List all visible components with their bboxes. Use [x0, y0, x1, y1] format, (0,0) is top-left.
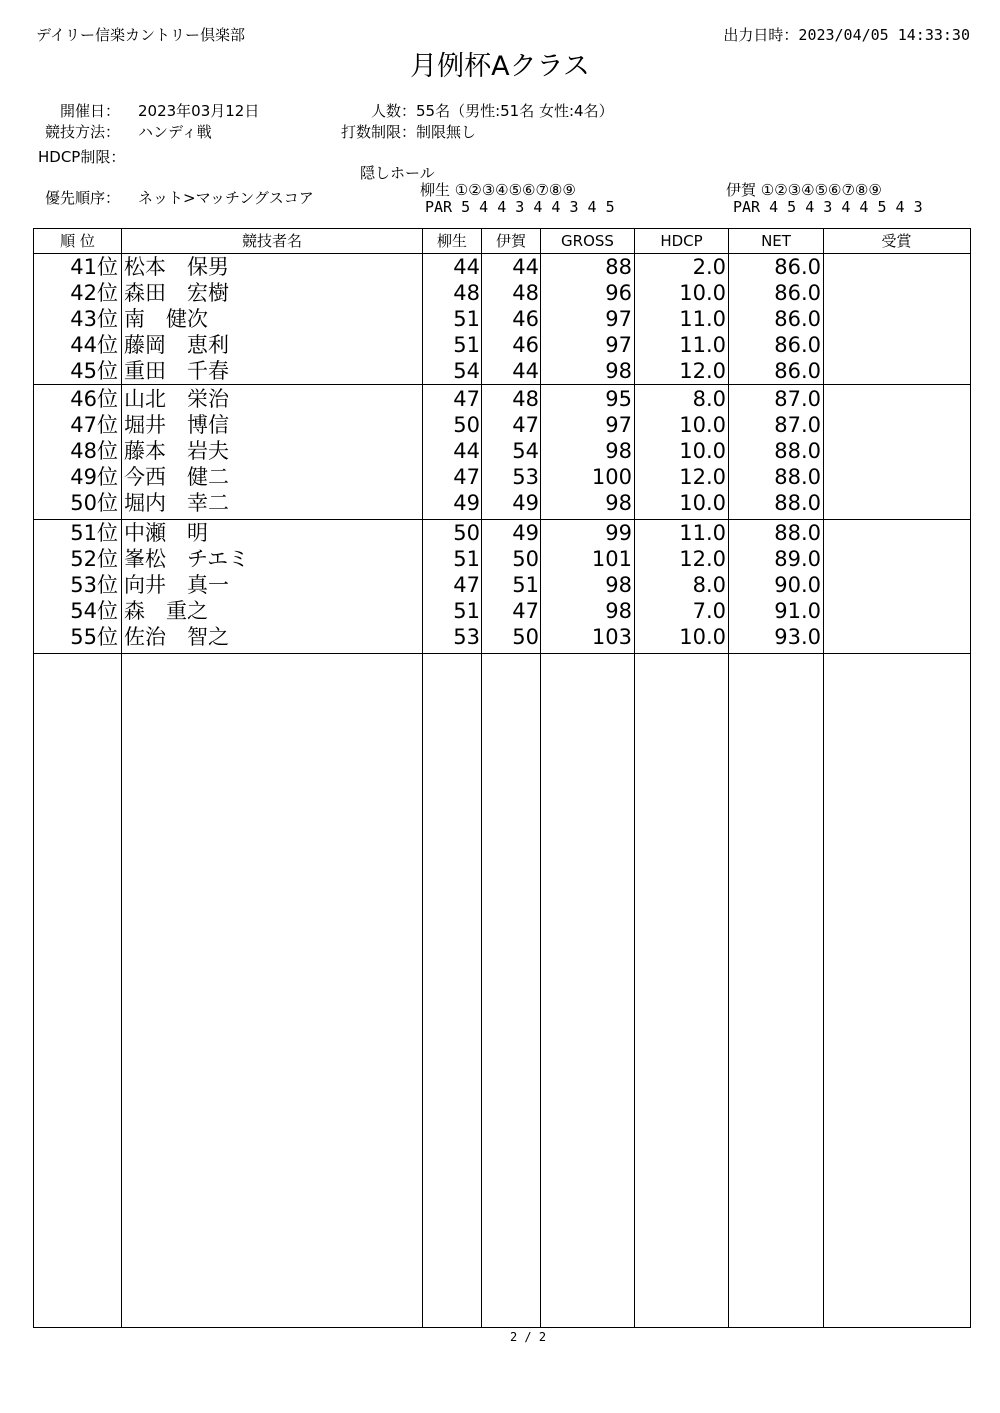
cell-yagyu: 49 [453, 491, 480, 515]
results-table [33, 228, 971, 1328]
cell-net: 86.0 [774, 359, 821, 383]
cell-net: 88.0 [774, 521, 821, 545]
header-yagyu: 柳生 [436, 232, 467, 250]
table-row [34, 438, 969, 464]
cell-gross: 98 [605, 491, 632, 515]
course1-holes-row [420, 179, 576, 200]
cell-iga: 48 [512, 281, 539, 305]
cell-yagyu: 47 [453, 573, 480, 597]
date-label: 開催日： [59, 102, 120, 120]
cell-iga: 50 [512, 547, 539, 571]
cell-rank: 52位 [70, 547, 118, 571]
cell-yagyu: 50 [453, 413, 480, 437]
cell-hdcp: 10.0 [679, 491, 726, 515]
cell-hdcp: 2.0 [692, 255, 726, 279]
table-row [34, 412, 969, 438]
cell-iga: 46 [512, 333, 539, 357]
club-name: デイリー信楽カントリー倶楽部 [36, 26, 245, 44]
course1-par-label: PAR [425, 198, 453, 216]
cell-iga: 49 [512, 521, 539, 545]
cell-net: 91.0 [774, 599, 821, 623]
table-row [34, 464, 969, 490]
cell-name: 藤本 岩夫 [124, 439, 229, 463]
course2-par-label: PAR [733, 198, 761, 216]
cell-net: 86.0 [774, 307, 821, 331]
page-title: 月例杯Aクラス [410, 51, 590, 82]
cell-name: 重田 千春 [124, 359, 229, 383]
cell-iga: 49 [512, 491, 539, 515]
course1-holes: ①②③④⑤⑥⑦⑧⑨ [454, 181, 576, 199]
table-row [34, 598, 969, 624]
cell-hdcp: 12.0 [679, 359, 726, 383]
cell-rank: 44位 [70, 333, 118, 357]
cell-rank: 47位 [70, 413, 118, 437]
cell-iga: 50 [512, 625, 539, 649]
cell-name: 峯松 チエミ [124, 547, 250, 571]
cell-gross: 97 [605, 333, 632, 357]
cell-rank: 50位 [70, 491, 118, 515]
cell-net: 87.0 [774, 413, 821, 437]
cell-yagyu: 44 [453, 439, 480, 463]
course2-holes-row [726, 179, 882, 200]
cell-iga: 44 [512, 255, 539, 279]
cell-gross: 88 [605, 255, 632, 279]
cell-gross: 101 [591, 547, 632, 571]
cell-yagyu: 53 [453, 625, 480, 649]
cell-name: 藤岡 恵利 [124, 333, 229, 357]
cell-net: 86.0 [774, 281, 821, 305]
cell-rank: 46位 [70, 387, 118, 411]
cell-hdcp: 10.0 [679, 413, 726, 437]
cell-iga: 48 [512, 387, 539, 411]
table-row [34, 386, 969, 412]
cell-net: 88.0 [774, 465, 821, 489]
cell-iga: 51 [512, 573, 539, 597]
cell-rank: 41位 [70, 255, 118, 279]
cell-gross: 99 [605, 521, 632, 545]
page-number: 2 / 2 [509, 1330, 547, 1344]
cell-gross: 100 [591, 465, 632, 489]
table-row [34, 624, 969, 650]
cell-gross: 103 [591, 625, 632, 649]
cell-yagyu: 51 [453, 333, 480, 357]
cell-rank: 43位 [70, 307, 118, 331]
table-row [34, 280, 969, 306]
method-value: ハンディ戦 [138, 123, 212, 141]
priority-value: ネット>マッチングスコア [138, 189, 314, 207]
course1-par-row [425, 198, 615, 216]
cell-yagyu: 48 [453, 281, 480, 305]
cell-hdcp: 12.0 [679, 547, 726, 571]
cell-yagyu: 51 [453, 547, 480, 571]
stroke-limit-label: 打数制限： [340, 123, 416, 141]
cell-gross: 96 [605, 281, 632, 305]
cell-gross: 95 [605, 387, 632, 411]
cell-iga: 54 [512, 439, 539, 463]
cell-gross: 97 [605, 307, 632, 331]
table-row [34, 358, 969, 384]
cell-net: 90.0 [774, 573, 821, 597]
cell-iga: 47 [512, 413, 539, 437]
table-row [34, 572, 969, 598]
cell-gross: 98 [605, 573, 632, 597]
course1-pars: 5 4 4 3 4 4 3 4 5 [461, 198, 615, 216]
course2-holes: ①②③④⑤⑥⑦⑧⑨ [760, 181, 882, 199]
cell-gross: 97 [605, 413, 632, 437]
cell-yagyu: 51 [453, 307, 480, 331]
cell-rank: 45位 [70, 359, 118, 383]
priority-label: 優先順序： [44, 189, 120, 207]
group-divider [34, 653, 970, 654]
course2-pars: 4 5 4 3 4 4 5 4 3 [769, 198, 923, 216]
header-award: 受賞 [881, 232, 912, 250]
people-value: 55名（男性:51名 女性:4名） [416, 102, 614, 120]
cell-hdcp: 12.0 [679, 465, 726, 489]
cell-name: 向井 真一 [124, 573, 229, 597]
cell-net: 93.0 [774, 625, 821, 649]
cell-rank: 55位 [70, 625, 118, 649]
table-row [34, 306, 969, 332]
cell-net: 86.0 [774, 333, 821, 357]
cell-name: 中瀬 明 [124, 521, 208, 545]
cell-hdcp: 11.0 [679, 333, 726, 357]
cell-name: 今西 健二 [124, 465, 229, 489]
cell-yagyu: 54 [453, 359, 480, 383]
cell-name: 佐治 智之 [124, 625, 229, 649]
table-row [34, 254, 969, 280]
cell-gross: 98 [605, 439, 632, 463]
cell-hdcp: 7.0 [692, 599, 726, 623]
cell-name: 山北 栄治 [124, 387, 229, 411]
cell-yagyu: 44 [453, 255, 480, 279]
stroke-limit-value: 制限無し [416, 123, 477, 141]
cell-net: 88.0 [774, 491, 821, 515]
header-iga: 伊賀 [495, 232, 526, 250]
cell-hdcp: 10.0 [679, 625, 726, 649]
cell-net: 88.0 [774, 439, 821, 463]
cell-iga: 46 [512, 307, 539, 331]
hidden-hole-label: 隠しホール [360, 164, 435, 182]
cell-hdcp: 11.0 [679, 307, 726, 331]
cell-gross: 98 [605, 359, 632, 383]
header-net: NET [761, 232, 791, 250]
cell-net: 86.0 [774, 255, 821, 279]
cell-hdcp: 8.0 [692, 387, 726, 411]
header-gross: GROSS [561, 232, 614, 250]
cell-name: 堀内 幸二 [124, 491, 229, 515]
header-hdcp: HDCP [660, 232, 703, 250]
cell-net: 89.0 [774, 547, 821, 571]
cell-hdcp: 10.0 [679, 439, 726, 463]
header-rank: 順 位 [60, 232, 95, 250]
cell-rank: 51位 [70, 521, 118, 545]
table-row [34, 520, 969, 546]
cell-gross: 98 [605, 599, 632, 623]
table-row [34, 490, 969, 516]
table-row [34, 332, 969, 358]
group-divider [34, 384, 970, 385]
cell-name: 松本 保男 [124, 255, 229, 279]
cell-name: 堀井 博信 [124, 413, 229, 437]
cell-yagyu: 50 [453, 521, 480, 545]
people-label: 人数： [370, 102, 416, 120]
course2-name: 伊賀 [726, 181, 757, 199]
date-value: 2023年03月12日 [138, 102, 260, 120]
course1-name: 柳生 [420, 181, 451, 199]
cell-iga: 53 [512, 465, 539, 489]
output-timestamp: 出力日時：2023/04/05 14:33:30 [723, 26, 970, 44]
cell-hdcp: 11.0 [679, 521, 726, 545]
cell-hdcp: 10.0 [679, 281, 726, 305]
cell-rank: 49位 [70, 465, 118, 489]
cell-yagyu: 51 [453, 599, 480, 623]
cell-name: 森田 宏樹 [124, 281, 229, 305]
cell-net: 87.0 [774, 387, 821, 411]
cell-name: 南 健次 [124, 307, 208, 331]
cell-name: 森 重之 [124, 599, 208, 623]
table-row [34, 546, 969, 572]
cell-rank: 54位 [70, 599, 118, 623]
cell-rank: 53位 [70, 573, 118, 597]
header-name: 競技者名 [241, 232, 302, 250]
course2-par-row [733, 198, 923, 216]
hdcp-limit-label: HDCP制限： [38, 148, 126, 166]
cell-iga: 47 [512, 599, 539, 623]
cell-iga: 44 [512, 359, 539, 383]
cell-yagyu: 47 [453, 387, 480, 411]
cell-rank: 48位 [70, 439, 118, 463]
cell-yagyu: 47 [453, 465, 480, 489]
cell-rank: 42位 [70, 281, 118, 305]
method-label: 競技方法： [44, 123, 120, 141]
cell-hdcp: 8.0 [692, 573, 726, 597]
